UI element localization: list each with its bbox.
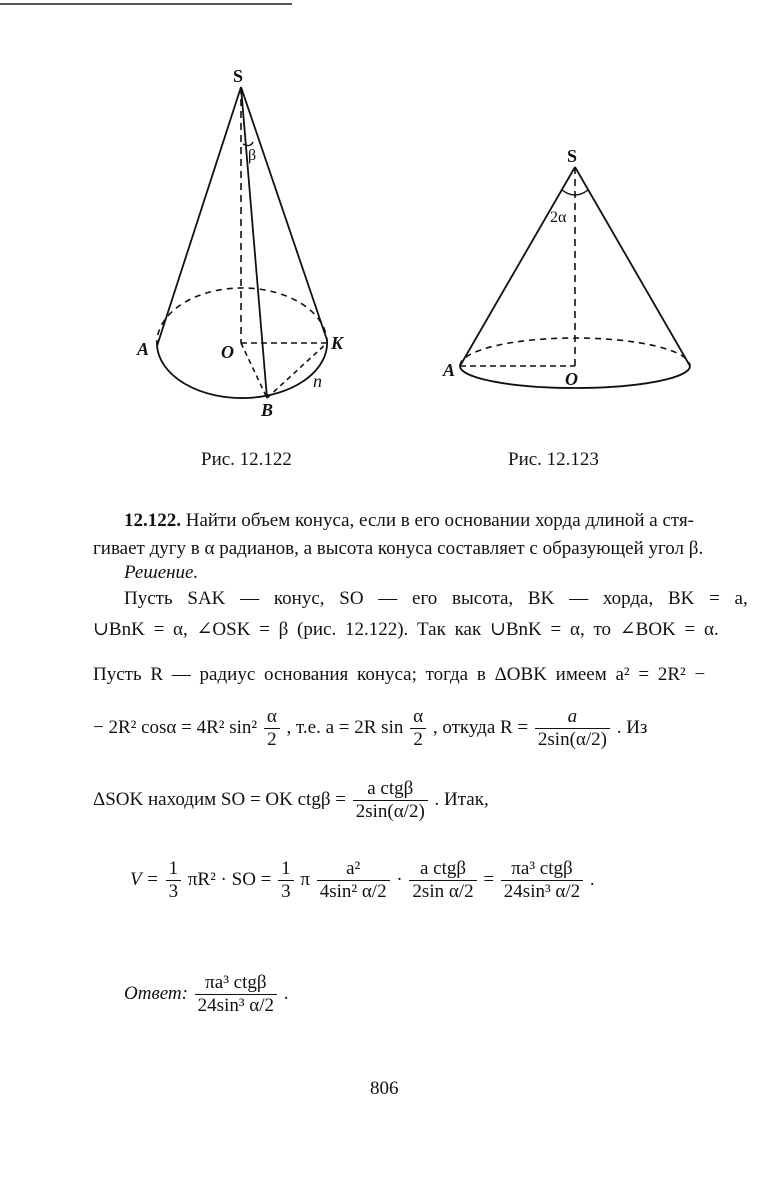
answer: Ответ: $\frac{\text{πa³ ctgβ}}{\text{24sin³ α/2}}$ . (124, 972, 289, 1016)
frac-den: 2 (267, 729, 277, 750)
frac-den: 2sin(α/2) (537, 729, 607, 750)
frac-R (535, 706, 610, 751)
figure1-caption: Рис. 12.122 (201, 449, 292, 470)
frac-den: 2sin(α/2) (355, 801, 425, 822)
frac-num: πa³ ctgβ (501, 858, 583, 881)
answer-label: Ответ: (124, 982, 188, 1004)
label-A: A (443, 360, 456, 380)
page-number: 806 (370, 1078, 399, 1099)
frac-num: α (264, 706, 280, 729)
frac-a2 (317, 858, 390, 903)
vol-pi: π (300, 868, 310, 890)
label-K: K (331, 333, 344, 353)
problem-line-3: Пусть SAK — конус, SO — его высота, BK — хорда, BK = a, (124, 588, 748, 609)
eq7-left: ΔSOK находим SO = OK ctgβ = (93, 788, 346, 810)
frac-den: 2 (413, 729, 423, 750)
frac-den: 2sin α/2 (412, 881, 474, 902)
volume-formula: V = $\frac{1}{3}$ πR² · SO = $\frac{1}{3}$ π $\frac{\text{a²}}{\text{4sin² α/2}}$ · $\frac{\text{a ctgβ}}{\text{2sin α/2}}$ = $\frac{\text{πa³ ctgβ}}{\text{24sin³ α/2}}$ . (130, 858, 595, 902)
cone-figure-12-122 (120, 60, 350, 430)
problem-text-1: Найти объем конуса, если в его основании хорда длиной a стя- (185, 510, 695, 531)
eq6-otkuda: , откуда R = (432, 716, 529, 738)
frac-result (501, 858, 583, 903)
frac-alpha-2 (264, 706, 280, 751)
answer-fraction (195, 972, 277, 1017)
label-A: A (137, 339, 150, 359)
eq6-left: − 2R² cosα = 4R² sin² (93, 716, 258, 738)
frac-one-third (166, 858, 182, 903)
problem-line-2: гивает дугу в α радианов, а высота конуса составляет с образующей угол β. (93, 538, 704, 559)
cone-figure-12-123 (440, 140, 710, 400)
frac-den: 24sin³ α/2 (197, 995, 275, 1016)
figure2-caption: Рис. 12.123 (508, 449, 599, 470)
equation-line-7 (93, 778, 489, 823)
label-beta: β (248, 147, 257, 164)
problem-line-4: ∪BnK = α, ∠OSK = β (рис. 12.122). Так как ∪BnK = α, то ∠BOK = α. (93, 619, 719, 640)
frac-den: 3 (281, 881, 291, 902)
eq6-iz: . Из (616, 716, 648, 738)
frac-den: 4sin² α/2 (319, 881, 387, 902)
frac-den: 3 (168, 881, 179, 902)
label-S: S (567, 146, 578, 166)
frac-num: 1 (278, 858, 294, 881)
frac-SO (353, 778, 428, 823)
frac-alpha-2b (410, 706, 426, 751)
vol-eq: = (483, 868, 495, 890)
problem-line-5: Пусть R — радиус основания конуса; тогда в ΔOBK имеем a² = 2R² − (93, 664, 706, 685)
label-2alpha: 2α (550, 209, 567, 226)
frac-num: a ctgβ (409, 858, 476, 881)
problem-number: 12.122. (124, 510, 181, 531)
label-O: O (221, 342, 234, 362)
frac-num: 1 (166, 858, 182, 881)
frac-num: α (410, 706, 426, 729)
eq6-te: , т.е. a = 2R sin (286, 716, 404, 738)
vol-V: V = (130, 868, 159, 890)
top-rule (0, 3, 292, 5)
frac-num: πa³ ctgβ (195, 972, 277, 995)
frac-num: a ctgβ (353, 778, 428, 801)
frac-num: a (535, 706, 610, 729)
equation-line-6 (93, 706, 647, 751)
frac-one-third-b (278, 858, 294, 903)
frac-den: 24sin³ α/2 (503, 881, 581, 902)
problem-line-1 (124, 510, 694, 532)
eq7-right: . Итак, (434, 788, 489, 810)
label-n: n (313, 371, 322, 391)
label-B: B (261, 400, 274, 420)
frac-actg (409, 858, 476, 903)
label-S: S (233, 66, 244, 86)
solution-label: Решение. (124, 562, 199, 583)
label-O: O (565, 369, 578, 389)
frac-num: a² (317, 858, 390, 881)
vol-mid: πR² · SO = (187, 868, 272, 890)
